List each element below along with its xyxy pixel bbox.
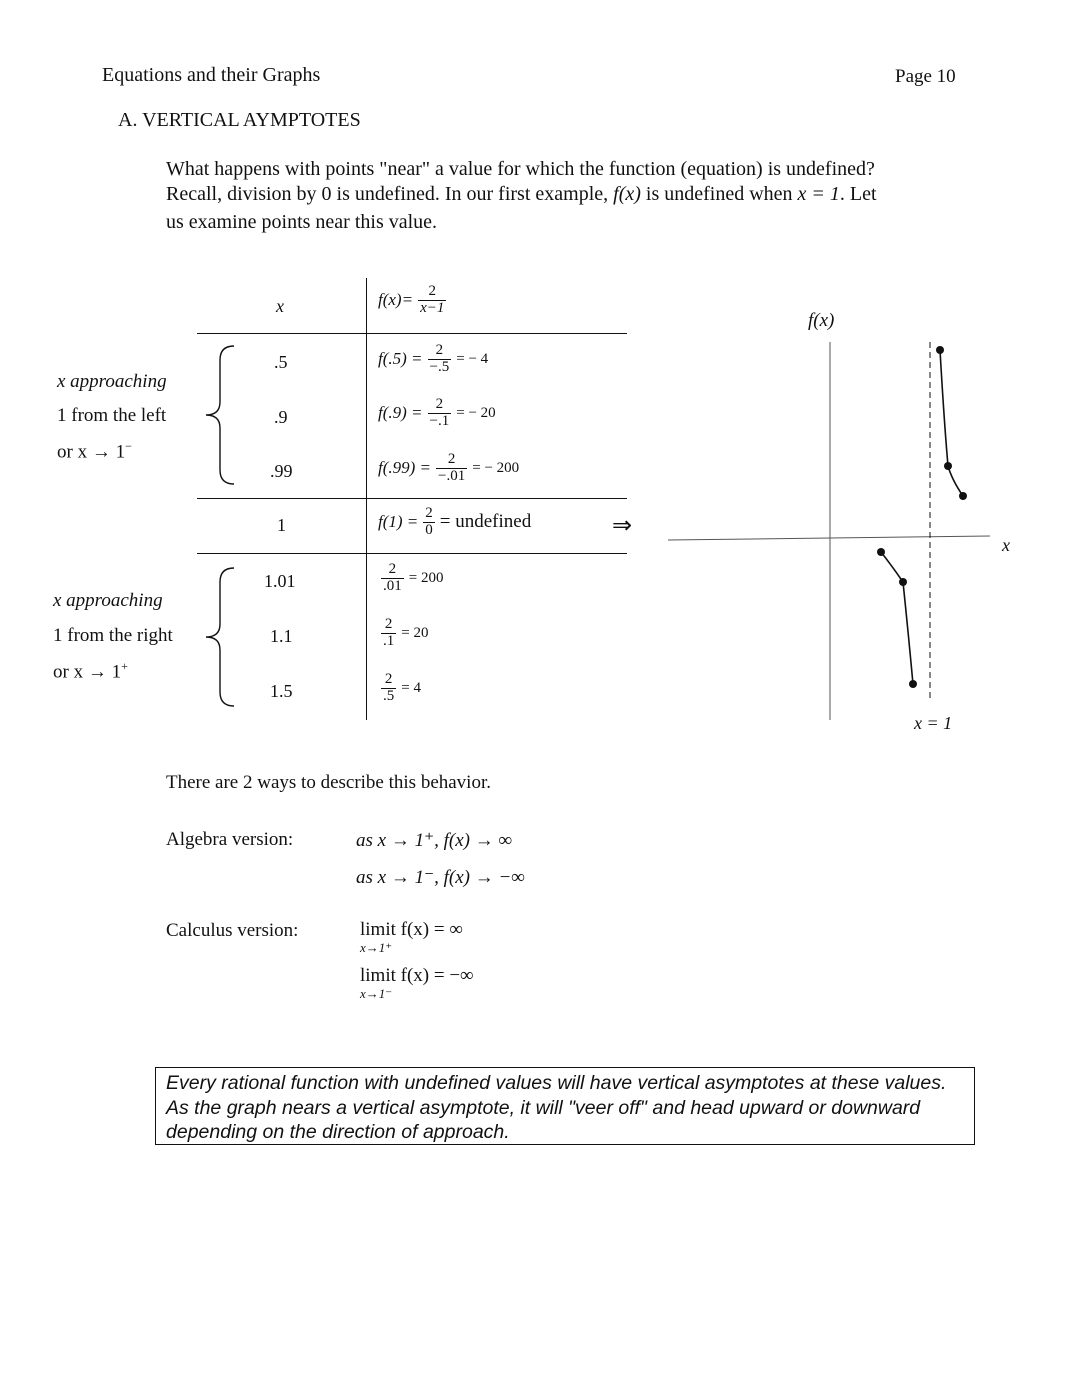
table-row-x: 1.5 xyxy=(270,681,293,701)
graph-point xyxy=(877,548,885,556)
intro-line-2: Recall, division by 0 is undefined. In our first example, f(x) is undefined when x = 1. Let xyxy=(166,183,877,205)
table-rule-bottom xyxy=(197,553,627,554)
inline-fx: f(x) xyxy=(613,183,641,205)
left-approach-label-2: 1 from the left xyxy=(57,405,167,426)
table-row-f: $\frac{2}{.5}$ = 4 xyxy=(383,671,421,704)
table-row-x: 1 xyxy=(277,515,286,535)
intro-line-3: us examine points near this value. xyxy=(166,211,438,233)
right-approach-label-2: 1 from the right xyxy=(53,625,173,646)
graph-x-axis xyxy=(668,536,990,540)
right-approach-label-3: or x → 1+ xyxy=(53,659,128,683)
asymptote-graph xyxy=(660,300,1040,740)
graph-upper-branch xyxy=(940,350,963,496)
left-brace xyxy=(200,344,236,486)
intro-line-1: What happens with points "near" a value for which the function (equation) is undefined? xyxy=(166,158,875,180)
table-rule-middle xyxy=(197,498,627,499)
algebra-line-2: as x → 1⁻, f(x) → −∞ xyxy=(356,867,525,888)
table-row-f: f(.9) = $\frac{2}{-.1}$ = − 20 xyxy=(378,396,496,429)
document-title: Equations and their Graphs xyxy=(102,64,321,86)
calculus-line-1: limit f(x) = ∞ x→1⁺ xyxy=(360,919,463,955)
table-header-fx: f(x)= $\frac{2}{x-1}$ xyxy=(378,283,445,316)
table-rule-vertical xyxy=(366,278,367,720)
graph-x-label: x xyxy=(1002,535,1010,555)
table-row-f: f(.5) = $\frac{2}{-.5}$ = − 4 xyxy=(378,342,489,375)
table-row-x: 1.1 xyxy=(270,626,293,646)
ways-intro: There are 2 ways to describe this behavior. xyxy=(166,772,491,793)
algebra-line-1: as x → 1⁺, f(x) → ∞ xyxy=(356,830,513,851)
inline-x-equals-1: x = 1 xyxy=(797,183,840,205)
table-row-f: $\frac{2}{.01}$ = 200 xyxy=(383,561,444,594)
right-brace xyxy=(200,566,236,708)
graph-point xyxy=(899,578,907,586)
table-row-x: .9 xyxy=(274,407,288,427)
calculus-label: Calculus version: xyxy=(166,920,299,941)
graph-point xyxy=(936,346,944,354)
graph-point xyxy=(959,492,967,500)
asymptote-label: x = 1 xyxy=(914,713,953,733)
graph-lower-branch xyxy=(881,552,913,684)
graph-y-label: f(x) xyxy=(808,310,835,331)
left-approach-label-1: x approaching xyxy=(57,371,167,392)
right-approach-label-1: x approaching xyxy=(53,590,163,611)
graph-point xyxy=(909,680,917,688)
table-row-f: f(.99) = $\frac{2}{-.01}$ = − 200 xyxy=(378,451,520,484)
implies-arrow: ⇒ xyxy=(612,511,633,539)
section-heading: A. VERTICAL AYMPTOTES xyxy=(118,109,361,131)
page-number: Page 10 xyxy=(895,66,956,87)
table-row-f: $\frac{2}{.1}$ = 20 xyxy=(383,616,429,649)
table-header-x: x xyxy=(276,296,284,316)
vertical-asymptote-note: Every rational function with undefined values will have vertical asymptotes at these values. As the graph nears a vertical asymptote, it will "veer off" and head upward or downward depending on the direction of approach. xyxy=(155,1067,975,1145)
calculus-line-2: limit f(x) = −∞ x→1⁻ xyxy=(360,965,474,1001)
graph-point xyxy=(944,462,952,470)
left-approach-label-3: or x → 1− xyxy=(57,439,132,463)
table-row-x: .5 xyxy=(274,352,288,372)
algebra-label: Algebra version: xyxy=(166,829,294,850)
table-row-x: .99 xyxy=(270,461,293,481)
table-rule-top xyxy=(197,333,627,334)
table-row-f: f(1) = $\frac{2}{0}$ = undefined xyxy=(378,505,532,538)
table-row-x: 1.01 xyxy=(264,571,296,591)
